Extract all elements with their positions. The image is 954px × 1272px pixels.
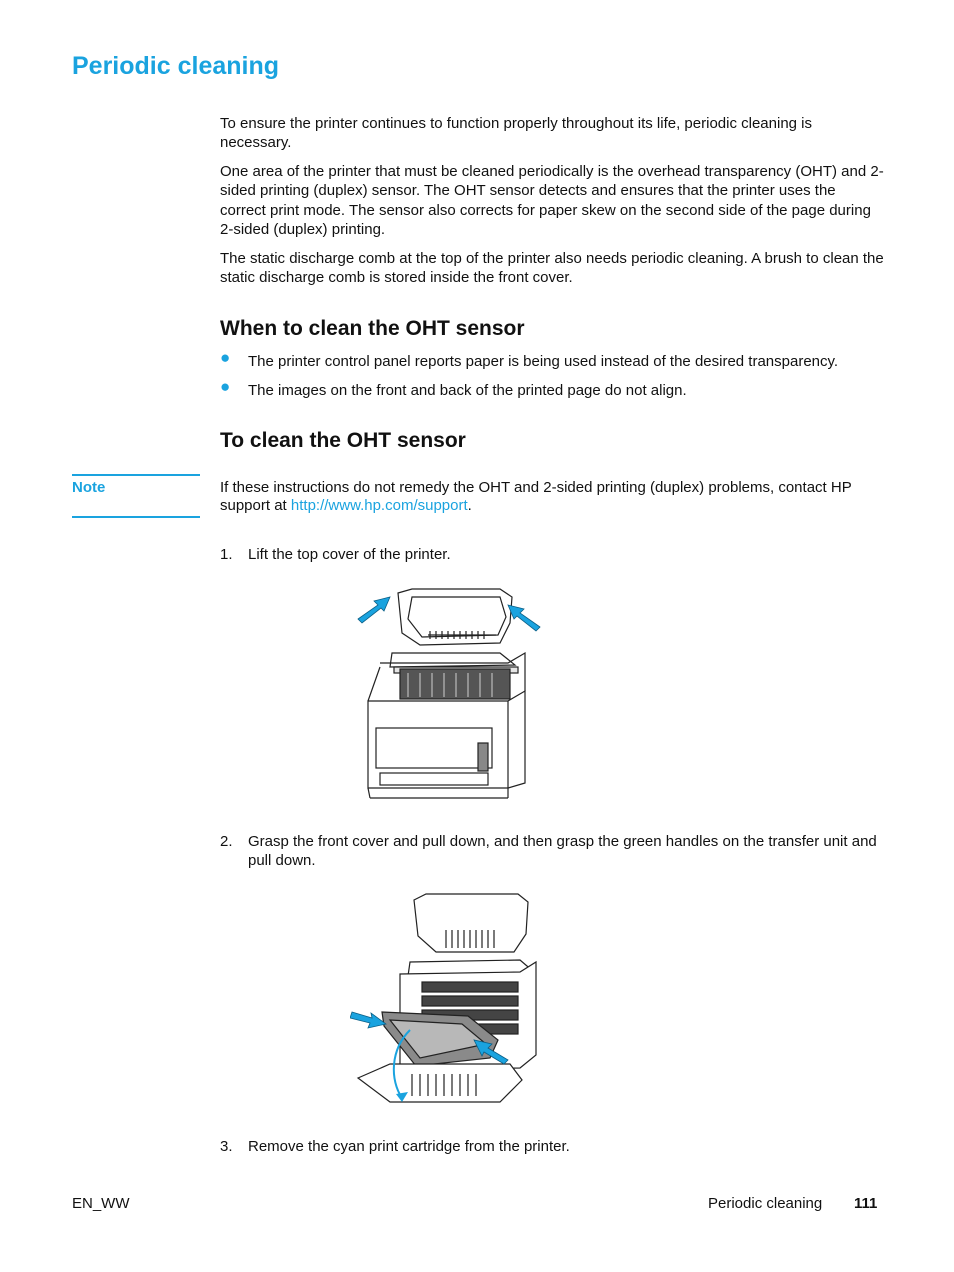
bullet-text: The printer control panel reports paper is being used instead of the desired transparency. [248, 353, 839, 370]
page-number: 111 [854, 1195, 878, 1212]
intro-paragraph-1: To ensure the printer continues to function properly throughout its life, periodic cleaning is necessary. [220, 115, 813, 152]
printer-front-cover-open-illustration [350, 890, 550, 1122]
note-bottom-rule [72, 516, 200, 518]
printer-top-cover-open-illustration [350, 583, 550, 818]
bullet-icon: ● [220, 348, 231, 367]
step-number: 2. [220, 833, 233, 850]
step-number: 3. [220, 1138, 233, 1155]
note-label: Note [72, 479, 106, 496]
section-heading-how: To clean the OHT sensor [220, 429, 466, 452]
section-heading-when: When to clean the OHT sensor [220, 317, 525, 340]
support-link[interactable]: http://www.hp.com/support [290, 496, 468, 514]
footer-left: EN_WW [72, 1195, 130, 1212]
arrow-left-icon [350, 1012, 386, 1028]
intro-paragraph-3: The static discharge comb at the top of the printer also needs periodic cleaning. A brush to clean the static discharge comb is stored inside the front cover. [220, 250, 884, 287]
step-text: Grasp the front cover and pull down, and then grasp the green handles on the transfer unit and pull down. [248, 833, 877, 870]
footer-section: Periodic cleaning [708, 1195, 823, 1212]
bullet-text: The images on the front and back of the printed page do not align. [248, 382, 687, 399]
step-text: Remove the cyan print cartridge from the printer. [248, 1138, 570, 1155]
note-text-after: . [467, 496, 472, 514]
note-text-before: If these instructions do not remedy the OHT and 2-sided printing (duplex) problems, contact HP support at [220, 479, 852, 514]
step-number: 1. [220, 546, 233, 563]
step-text: Lift the top cover of the printer. [248, 546, 451, 563]
arrow-left-icon [358, 597, 390, 623]
note-top-rule [72, 474, 200, 476]
arrow-right-icon [508, 605, 540, 631]
page-title: Periodic cleaning [72, 52, 280, 80]
intro-paragraph-2: One area of the printer that must be cleaned periodically is the overhead transparency (OHT) and 2-sided printing (duplex) sensor. The OHT sensor detects and ensures that the printer uses the correct print mode. The sensor also corrects for paper skew on the second side of the page during 2-sided (duplex) printing. [220, 163, 884, 238]
note-text [220, 479, 880, 514]
bullet-icon: ● [220, 377, 231, 396]
